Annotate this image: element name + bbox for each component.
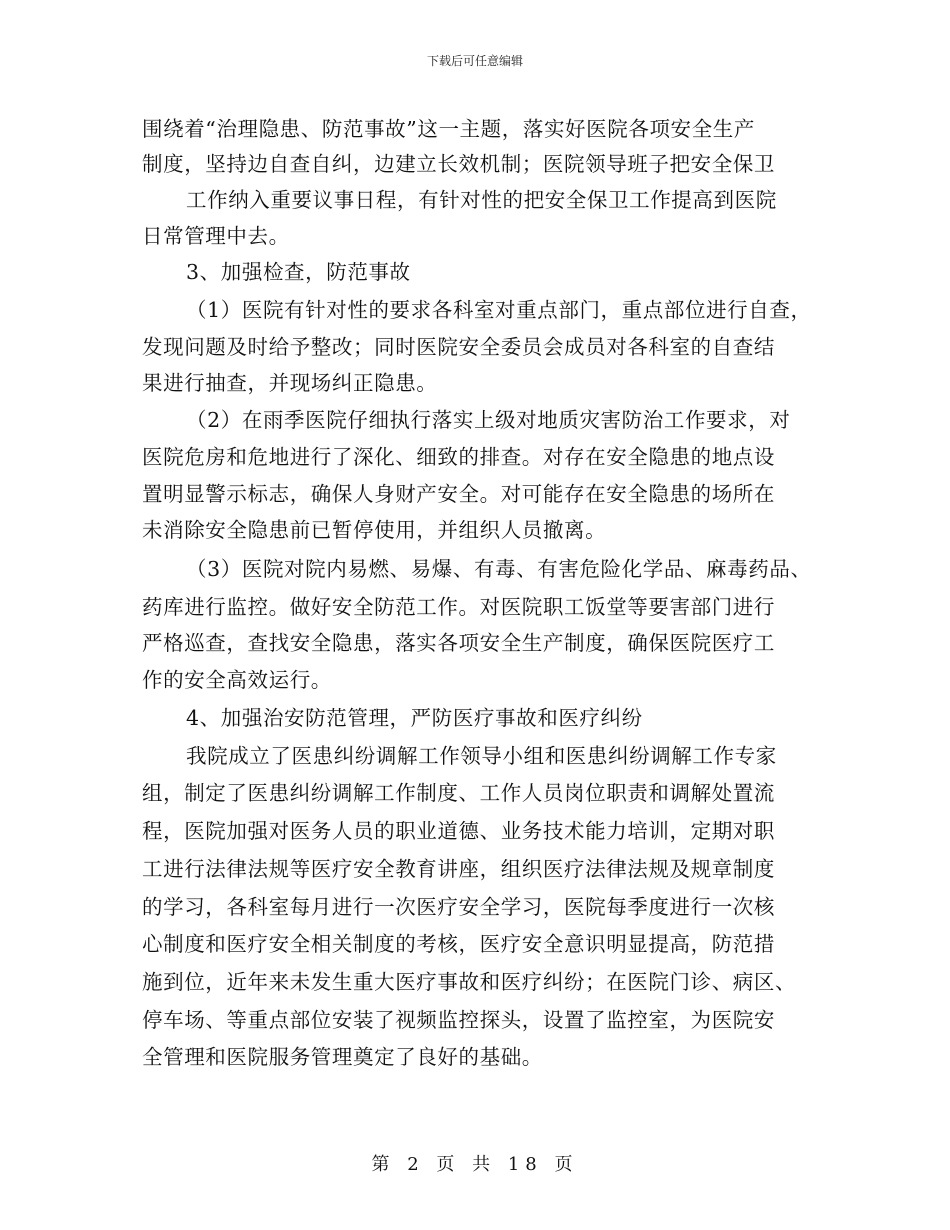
page-number-footer: 第 2 页 共 18 页 (371, 1154, 579, 1175)
text-line: 置明显警示标志，确保人身财产安全。对可能存在安全隐患的场所在 (142, 482, 775, 506)
section-heading: 4、加强治安防范管理，严防医疗事故和医疗纠纷 (186, 706, 643, 730)
text-line: 的学习，各科室每月进行一次医疗安全学习，医院每季度进行一次核 (142, 895, 775, 919)
text-line: 围绕着“治理隐患、防范事故”这一主题，落实好医院各项安全生产 (142, 117, 755, 141)
text-line: 停车场、等重点部位安装了视频监控探头，设置了监控室，为医院安 (142, 1008, 775, 1032)
text-line: 程，医院加强对医务人员的职业道德、业务技术能力培训，定期对职 (142, 819, 775, 843)
text-line: 发现问题及时给予整改；同时医院安全委员会成员对各科室的自查结 (142, 335, 775, 359)
text-line: （3）医院对院内易燃、易爆、有毒、有害危险化学品、麻毒药品、 (186, 557, 812, 581)
section-heading: 3、加强检查，防范事故 (186, 260, 411, 284)
text-line: 心制度和医疗安全相关制度的考核，医疗安全意识明显提高，防范措 (142, 932, 775, 956)
text-line: 工进行法律法规等医疗安全教育讲座，组织医疗法律法规及规章制度 (142, 857, 775, 881)
text-line: 制度，坚持边自查自纠，边建立长效机制；医院领导班子把安全保卫 (142, 152, 775, 176)
text-line: 果进行抽查，并现场纠正隐患。 (142, 371, 438, 395)
text-line: 严格巡查，查找安全隐患，落实各项安全生产制度，确保医院医疗工 (142, 631, 775, 655)
text-line: 施到位，近年来未发生重大医疗事故和医疗纠纷；在医院门诊、病区、 (142, 970, 797, 994)
text-line: 药库进行监控。做好安全防范工作。对医院职工饭堂等要害部门进行 (142, 595, 775, 619)
text-line: （2）在雨季医院仔细执行落实上级对地质灾害防治工作要求，对 (186, 408, 791, 432)
text-line: 组，制定了医患纠纷调解工作制度、工作人员岗位职责和调解处置流 (142, 781, 775, 805)
text-line: 日常管理中去。 (142, 224, 290, 248)
text-line: 全管理和医院服务管理奠定了良好的基础。 (142, 1045, 543, 1069)
text-line: 工作纳入重要议事日程，有针对性的把安全保卫工作提高到医院 (186, 188, 777, 212)
text-line: （1）医院有针对性的要求各科室对重点部门，重点部位进行自查， (186, 298, 812, 322)
text-line: 作的安全高效运行。 (142, 668, 332, 692)
page-header: 下载后可任意编辑 (426, 54, 523, 68)
text-line: 未消除安全隐患前已暂停使用，并组织人员撤离。 (142, 518, 607, 542)
text-line: 医院危房和危地进行了深化、细致的排查。对存在安全隐患的地点设 (142, 445, 775, 469)
text-line: 我院成立了医患纠纷调解工作领导小组和医患纠纷调解工作专家 (186, 744, 777, 768)
